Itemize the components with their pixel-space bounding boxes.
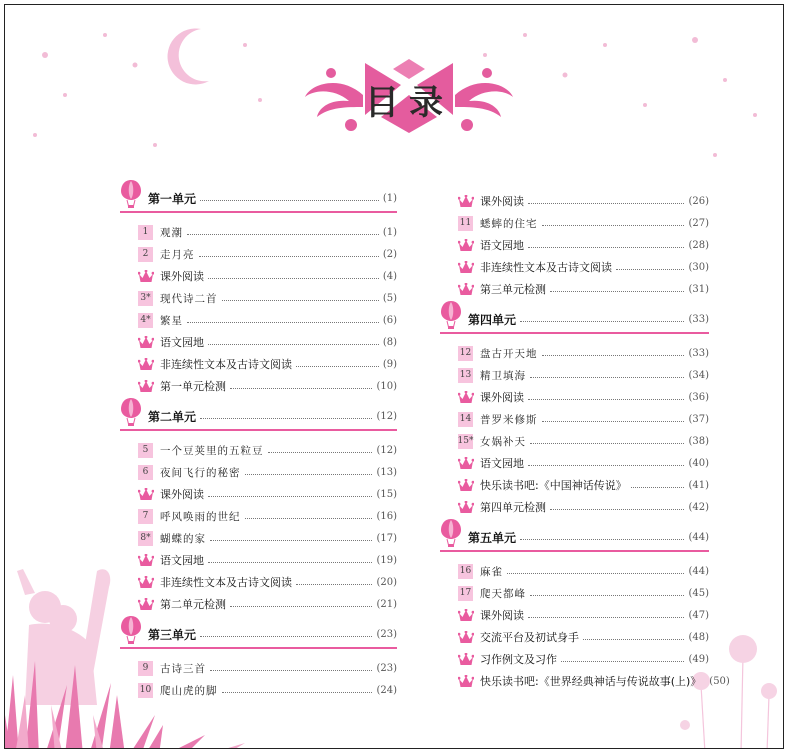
unit-heading[interactable]: [440, 524, 709, 550]
lesson-number-badge: 3*: [138, 291, 153, 306]
dot-leader: [542, 421, 685, 422]
lesson-entry[interactable]: [138, 243, 397, 265]
page-number: (37): [688, 413, 709, 425]
balloon-icon: [120, 179, 142, 209]
page-number: (33): [688, 347, 709, 359]
dot-leader: [296, 584, 372, 585]
dot-leader: [583, 639, 684, 640]
lesson-entry[interactable]: [458, 364, 709, 386]
page-number: (33): [688, 313, 709, 325]
section-entry[interactable]: [138, 593, 397, 615]
crown-icon: [458, 675, 474, 688]
entry-title: 课外阅读: [480, 609, 524, 622]
entry-title: 第三单元检测: [480, 283, 546, 296]
entry-title: 非连续性文本及古诗文阅读: [160, 576, 292, 589]
crown-icon: [138, 358, 154, 371]
balloon-icon: [120, 615, 142, 645]
entry-title: 现代诗二首: [160, 292, 218, 305]
entry-title: 语文园地: [480, 239, 524, 252]
page-number: (45): [688, 587, 709, 599]
dot-leader: [616, 269, 684, 270]
page-number: (24): [376, 684, 397, 696]
dot-leader: [200, 636, 372, 637]
page-number: (21): [376, 598, 397, 610]
lesson-number-badge: 8*: [138, 531, 153, 546]
dot-leader: [199, 256, 379, 257]
lesson-entry[interactable]: [138, 439, 397, 461]
lesson-entry[interactable]: [138, 527, 397, 549]
unit-title: 第三单元: [148, 627, 197, 642]
page-number: (23): [376, 662, 397, 674]
dot-leader: [230, 388, 372, 389]
unit-title: 第一单元: [148, 191, 197, 206]
lesson-entry[interactable]: [458, 342, 709, 364]
lesson-entry[interactable]: [458, 212, 709, 234]
unit-title: 第五单元: [468, 530, 517, 545]
crown-icon: [458, 501, 474, 514]
lesson-number-badge: 1: [138, 225, 153, 240]
lesson-entry[interactable]: [138, 657, 397, 679]
page-number: (42): [688, 501, 709, 513]
dot-leader: [245, 474, 373, 475]
section-entry[interactable]: [458, 648, 709, 670]
page-number: (44): [688, 565, 709, 577]
balloon-icon: [440, 300, 462, 330]
entry-title: 蟋蟀的住宅: [480, 217, 538, 230]
entry-title: 盘古开天地: [480, 347, 538, 360]
crown-icon: [458, 479, 474, 492]
page-number: (48): [688, 631, 709, 643]
page-number: (44): [688, 531, 709, 543]
dot-leader: [550, 509, 684, 510]
lesson-entry[interactable]: [458, 430, 709, 452]
dot-leader: [507, 573, 684, 574]
lesson-number-badge: 9: [138, 661, 153, 676]
entry-title: 爬山虎的脚: [160, 684, 218, 697]
lesson-number-badge: 15*: [458, 434, 473, 449]
entry-title: 语文园地: [160, 336, 204, 349]
page-number: (50): [709, 675, 730, 687]
page-number: (28): [688, 239, 709, 251]
dot-leader: [208, 496, 372, 497]
dot-leader: [230, 606, 372, 607]
dot-leader: [528, 399, 684, 400]
crown-icon: [458, 239, 474, 252]
dot-leader: [542, 355, 685, 356]
entry-title: 女娲补天: [480, 435, 526, 448]
balloon-icon: [440, 518, 462, 548]
dot-leader: [208, 278, 379, 279]
page-number: (1): [382, 192, 397, 204]
lesson-entry[interactable]: [138, 287, 397, 309]
lesson-entry[interactable]: [458, 582, 709, 604]
page-number: (13): [376, 466, 397, 478]
crown-icon: [138, 598, 154, 611]
crown-icon: [458, 609, 474, 622]
entry-title: 普罗米修斯: [480, 413, 538, 426]
dot-leader: [210, 540, 372, 541]
section-entry[interactable]: [138, 331, 397, 353]
dot-leader: [210, 670, 372, 671]
dot-leader: [187, 322, 379, 323]
dot-leader: [542, 225, 685, 226]
dot-leader: [528, 617, 684, 618]
entry-title: 呼风唤雨的世纪: [160, 510, 241, 523]
balloon-icon: [120, 397, 142, 427]
entry-title: 课外阅读: [160, 270, 204, 283]
page-number: (5): [382, 292, 397, 304]
crown-icon: [138, 336, 154, 349]
unit-underline: [120, 211, 397, 213]
page-number: (49): [688, 653, 709, 665]
page-number: (10): [376, 380, 397, 392]
dot-leader: [530, 595, 684, 596]
dot-leader: [208, 344, 379, 345]
lesson-entry[interactable]: [138, 309, 397, 331]
page-number: (12): [376, 410, 397, 422]
lesson-number-badge: 2: [138, 247, 153, 262]
entry-title: 语文园地: [480, 457, 524, 470]
entry-title: 非连续性文本及古诗文阅读: [480, 261, 612, 274]
section-entry[interactable]: [458, 278, 709, 300]
unit-underline: [440, 550, 709, 552]
section-entry[interactable]: [458, 452, 709, 474]
unit-underline: [440, 332, 709, 334]
page-number: (41): [688, 479, 709, 491]
page-number: (8): [382, 336, 397, 348]
dot-leader: [528, 203, 684, 204]
lesson-entry[interactable]: [138, 461, 397, 483]
entry-title: 习作例文及习作: [480, 653, 557, 666]
dot-leader: [222, 692, 373, 693]
page-number: (19): [376, 554, 397, 566]
entry-title: 课外阅读: [480, 391, 524, 404]
section-entry[interactable]: [458, 670, 730, 692]
entry-title: 课外阅读: [480, 195, 524, 208]
entry-title: 蝴蝶的家: [160, 532, 206, 545]
lesson-entry[interactable]: [138, 505, 397, 527]
section-entry[interactable]: [138, 375, 397, 397]
unit-title: 第二单元: [148, 409, 197, 424]
section-entry[interactable]: [458, 604, 709, 626]
dot-leader: [268, 452, 373, 453]
section-entry[interactable]: [138, 265, 397, 287]
dot-leader: [528, 247, 684, 248]
lesson-entry[interactable]: [138, 221, 397, 243]
crown-icon: [458, 391, 474, 404]
section-entry[interactable]: [138, 549, 397, 571]
lesson-number-badge: 12: [458, 346, 473, 361]
section-entry[interactable]: [458, 474, 709, 496]
page-title: 目录: [365, 83, 453, 123]
lesson-number-badge: 10: [138, 683, 153, 698]
dot-leader: [208, 562, 372, 563]
lesson-number-badge: 6: [138, 465, 153, 480]
crown-icon: [138, 576, 154, 589]
page-number: (6): [382, 314, 397, 326]
entry-title: 麻雀: [480, 565, 503, 578]
page-frame: [4, 4, 784, 749]
dot-leader: [245, 518, 373, 519]
page-number: (31): [688, 283, 709, 295]
lesson-entry[interactable]: [138, 679, 397, 701]
title-banner: [301, 55, 517, 137]
crown-icon: [458, 631, 474, 644]
entry-title: 课外阅读: [160, 488, 204, 501]
entry-title: 第二单元检测: [160, 598, 226, 611]
page-number: (15): [376, 488, 397, 500]
dot-leader: [550, 291, 684, 292]
page-number: (36): [688, 391, 709, 403]
entry-title: 夜间飞行的秘密: [160, 466, 241, 479]
crown-icon: [458, 457, 474, 470]
entry-title: 繁星: [160, 314, 183, 327]
lesson-number-badge: 16: [458, 564, 473, 579]
dot-leader: [222, 300, 379, 301]
page-number: (20): [376, 576, 397, 588]
entry-title: 语文园地: [160, 554, 204, 567]
entry-title: 一个豆荚里的五粒豆: [160, 444, 264, 457]
dot-leader: [561, 661, 684, 662]
section-entry[interactable]: [458, 190, 709, 212]
lesson-number-badge: 14: [458, 412, 473, 427]
section-entry[interactable]: [458, 256, 709, 278]
page-number: (34): [688, 369, 709, 381]
crown-icon: [458, 195, 474, 208]
crown-icon: [138, 270, 154, 283]
entry-title: 第四单元检测: [480, 501, 546, 514]
entry-title: 快乐读书吧:《中国神话传说》: [480, 479, 627, 492]
dot-leader: [200, 200, 379, 201]
unit-underline: [120, 647, 397, 649]
lesson-number-badge: 4*: [138, 313, 153, 328]
entry-title: 爬天都峰: [480, 587, 526, 600]
dot-leader: [530, 377, 684, 378]
unit-heading[interactable]: [120, 185, 397, 211]
unit-heading[interactable]: [120, 403, 397, 429]
page-number: (17): [376, 532, 397, 544]
unit-heading[interactable]: [120, 621, 397, 647]
section-entry[interactable]: [138, 571, 397, 593]
crown-icon: [138, 380, 154, 393]
section-entry[interactable]: [138, 483, 397, 505]
page-number: (16): [376, 510, 397, 522]
page-number: (23): [376, 628, 397, 640]
lesson-entry[interactable]: [458, 408, 709, 430]
lesson-number-badge: 13: [458, 368, 473, 383]
unit-underline: [120, 429, 397, 431]
crown-icon: [458, 261, 474, 274]
entry-title: 快乐读书吧:《世界经典神话与传说故事(上)》: [480, 675, 702, 688]
entry-title: 古诗三首: [160, 662, 206, 675]
entry-title: 观潮: [160, 226, 183, 239]
page-number: (40): [688, 457, 709, 469]
entry-title: 第一单元检测: [160, 380, 226, 393]
page-number: (1): [382, 226, 397, 238]
section-entry[interactable]: [138, 353, 397, 375]
dot-leader: [187, 234, 379, 235]
section-entry[interactable]: [458, 496, 709, 518]
page-number: (2): [382, 248, 397, 260]
section-entry[interactable]: [458, 626, 709, 648]
page-number: (27): [688, 217, 709, 229]
entry-title: 非连续性文本及古诗文阅读: [160, 358, 292, 371]
crown-icon: [138, 488, 154, 501]
lesson-number-badge: 7: [138, 509, 153, 524]
lesson-number-badge: 11: [458, 216, 473, 231]
entry-title: 精卫填海: [480, 369, 526, 382]
unit-heading[interactable]: [440, 306, 709, 332]
page-number: (38): [688, 435, 709, 447]
page-number: (30): [688, 261, 709, 273]
lesson-number-badge: 5: [138, 443, 153, 458]
dot-leader: [631, 487, 685, 488]
crown-icon: [138, 554, 154, 567]
dot-leader: [296, 366, 379, 367]
dot-leader: [520, 321, 684, 322]
lesson-entry[interactable]: [458, 560, 709, 582]
page-number: (12): [376, 444, 397, 456]
dot-leader: [528, 465, 684, 466]
section-entry[interactable]: [458, 386, 709, 408]
dot-leader: [520, 539, 684, 540]
section-entry[interactable]: [458, 234, 709, 256]
entry-title: 交流平台及初试身手: [480, 631, 579, 644]
lesson-number-badge: 17: [458, 586, 473, 601]
entry-title: 走月亮: [160, 248, 195, 261]
page-number: (4): [382, 270, 397, 282]
unit-title: 第四单元: [468, 312, 517, 327]
dot-leader: [200, 418, 372, 419]
crown-icon: [458, 653, 474, 666]
crown-icon: [458, 283, 474, 296]
page-number: (26): [688, 195, 709, 207]
dot-leader: [530, 443, 684, 444]
page-number: (9): [382, 358, 397, 370]
page-number: (47): [688, 609, 709, 621]
